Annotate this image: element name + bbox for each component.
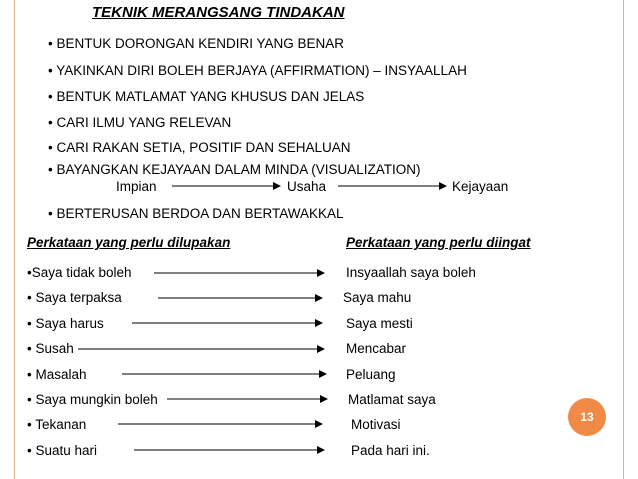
bullet-item: • CARI RAKAN SETIA, POSITIF DAN SEHALUAN [48,140,351,155]
remember-phrase: Matlamat saya [348,392,436,407]
bullet-item: • BENTUK DORONGAN KENDIRI YANG BENAR [48,36,345,51]
left-column-header: Perkataan yang perlu dilupakan [27,235,231,250]
right-column-header: Perkataan yang perlu diingat [346,235,531,250]
bullet-item: • YAKINKAN DIRI BOLEH BERJAYA (AFFIRMATION) – INSYAALLAH [48,63,467,78]
page-number-badge: 13 [568,398,606,436]
forget-phrase: • Saya terpaksa [27,290,122,305]
remember-phrase: Saya mesti [346,316,413,331]
remember-phrase: Mencabar [346,341,407,356]
remember-phrase: Peluang [346,367,396,382]
forget-phrase: •Saya tidak boleh [27,265,132,280]
forget-phrase: • Tekanan [27,417,87,432]
slide-title: TEKNIK MERANGSANG TINDAKAN [92,4,345,21]
remember-phrase: Motivasi [351,417,401,432]
bullet-item: • CARI ILMU YANG RELEVAN [48,115,232,130]
flow-step-kejayaan: Kejayaan [452,179,509,194]
bullet-item: • BENTUK MATLAMAT YANG KHUSUS DAN JELAS [48,89,365,104]
flow-step-impian: Impian [116,179,157,194]
forget-phrase: • Masalah [27,367,87,382]
remember-phrase: Pada hari ini. [351,443,430,458]
remember-phrase: Insyaallah saya boleh [346,265,476,280]
bullet-item: • BAYANGKAN KEJAYAAN DALAM MINDA (VISUALIZATION) [48,162,421,177]
forget-phrase: • Suatu hari [27,443,98,458]
bullet-item: • BERTERUSAN BERDOA DAN BERTAWAKKAL [48,206,344,221]
forget-phrase: • Saya mungkin boleh [27,392,158,407]
forget-phrase: • Susah [27,341,74,356]
remember-phrase: Saya mahu [343,290,412,305]
flow-step-usaha: Usaha [287,179,327,194]
forget-phrase: • Saya harus [27,316,104,331]
